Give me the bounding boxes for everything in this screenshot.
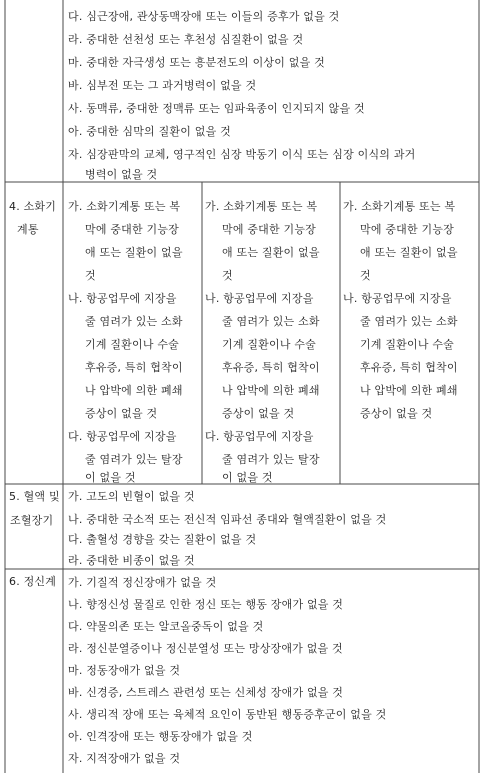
- top-item: 아. 중대한 심막의 질환이 없을 것: [68, 125, 231, 138]
- section-title: 6. 정신계: [9, 575, 57, 588]
- mental-item: 바. 신경증, 스트레스 관련성 또는 신체성 장애가 없을 것: [68, 686, 344, 699]
- col1-line: 가. 소화기계통 또는 복: [68, 200, 181, 213]
- col1-line: 애 또는 질환이 없을: [85, 246, 183, 259]
- top-item: 사. 동맥류, 중대한 정맥류 또는 임파육종이 인지되지 않을 것: [68, 102, 365, 115]
- blood-item: 가. 고도의 빈혈이 없을 것: [68, 490, 195, 503]
- mental-item: 나. 향정신성 물질로 인한 정신 또는 행동 장애가 없을 것: [68, 598, 344, 611]
- col3-line: 나. 항공업무에 지장을: [343, 292, 452, 305]
- col3-line: 가. 소화기계통 또는 복: [343, 200, 456, 213]
- section-title: 계통: [17, 223, 39, 236]
- col2-line: 가. 소화기계통 또는 복: [205, 200, 318, 213]
- mental-item: 라. 정신분열증이나 정신분열성 또는 망상장애가 없을 것: [68, 642, 343, 655]
- mental-item: 사. 생리적 장애 또는 육체적 요인이 동반된 행동증후군이 없을 것: [68, 708, 387, 721]
- col3-line: 막에 중대한 기능장: [360, 223, 455, 236]
- col1-line: 막에 중대한 기능장: [85, 223, 180, 236]
- blood-item: 나. 중대한 국소적 또는 전신적 임파선 종대와 혈액질환이 없을 것: [68, 513, 387, 526]
- top-item: 다. 심근장애, 관상동맥장애 또는 이들의 증후가 없을 것: [68, 10, 340, 23]
- col2-line: 줄 염려가 있는 탈장: [222, 453, 320, 466]
- col3-line: 증상이 없을 것: [360, 407, 433, 420]
- top-item: 병력이 없을 것: [85, 168, 158, 181]
- col2-line: 애 또는 질환이 없을: [222, 246, 320, 259]
- mental-item: 가. 기질적 정신장애가 없을 것: [68, 576, 217, 589]
- col3-line: 나 압박에 의한 폐쇄: [360, 384, 458, 397]
- col1-line: 줄 염려가 있는 탈장: [85, 453, 183, 466]
- top-item: 마. 중대한 자극생성 또는 흥분전도의 이상이 없을 것: [68, 56, 325, 69]
- col1-line: 줄 염려가 있는 소화: [85, 315, 183, 328]
- top-item: 바. 심부전 또는 그 과거병력이 없을 것: [68, 79, 257, 92]
- mental-item: 자. 지적장애가 없을 것: [68, 752, 181, 765]
- col2-line: 다. 항공업무에 지장을: [205, 430, 314, 443]
- section-title: 4. 소화기: [9, 200, 57, 213]
- col3-line: 줄 염려가 있는 소화: [360, 315, 458, 328]
- top-item: 라. 중대한 선천성 또는 후천성 심질환이 없을 것: [68, 33, 304, 46]
- col2-line: 후유증, 특히 협착이: [222, 361, 320, 374]
- col2-line: 막에 중대한 기능장: [222, 223, 317, 236]
- col3-line: 애 또는 질환이 없을: [360, 246, 458, 259]
- col2-line: 것: [222, 269, 233, 282]
- col2-line: 줄 염려가 있는 소화: [222, 315, 320, 328]
- section-title: 조혈장기: [10, 514, 54, 527]
- col1-line: 후유증, 특히 협착이: [85, 361, 183, 374]
- col1-line: 다. 항공업무에 지장을: [68, 430, 177, 443]
- col1-line: 이 없을 것: [85, 471, 136, 484]
- col2-line: 증상이 없을 것: [222, 407, 295, 420]
- col2-line: 나 압박에 의한 폐쇄: [222, 384, 320, 397]
- col1-line: 것: [85, 269, 96, 282]
- mental-item: 마. 정동장애가 없을 것: [68, 664, 181, 677]
- col1-line: 증상이 없을 것: [85, 407, 158, 420]
- col3-line: 기계 질환이나 수술: [360, 338, 455, 351]
- blood-item: 다. 출혈성 경향을 갖는 질환이 없을 것: [68, 533, 257, 546]
- mental-item: 아. 인격장애 또는 행동장애가 없을 것: [68, 730, 253, 743]
- top-item: 자. 심장판막의 교체, 영구적인 심장 박동기 이식 또는 심장 이식의 과거: [68, 148, 416, 161]
- col1-line: 기계 질환이나 수술: [85, 338, 180, 351]
- col2-line: 나. 항공업무에 지장을: [205, 292, 314, 305]
- mental-item: 다. 약물의존 또는 알코올중독이 없을 것: [68, 620, 264, 633]
- col3-line: 것: [360, 269, 371, 282]
- col2-line: 이 없을 것: [222, 471, 273, 484]
- section-title: 5. 혈액 및: [9, 490, 60, 503]
- col1-line: 나. 항공업무에 지장을: [68, 292, 177, 305]
- col2-line: 기계 질환이나 수술: [222, 338, 317, 351]
- col3-line: 후유증, 특히 협착이: [360, 361, 458, 374]
- blood-item: 라. 중대한 비종이 없을 것: [68, 554, 195, 567]
- col1-line: 나 압박에 의한 폐쇄: [85, 384, 183, 397]
